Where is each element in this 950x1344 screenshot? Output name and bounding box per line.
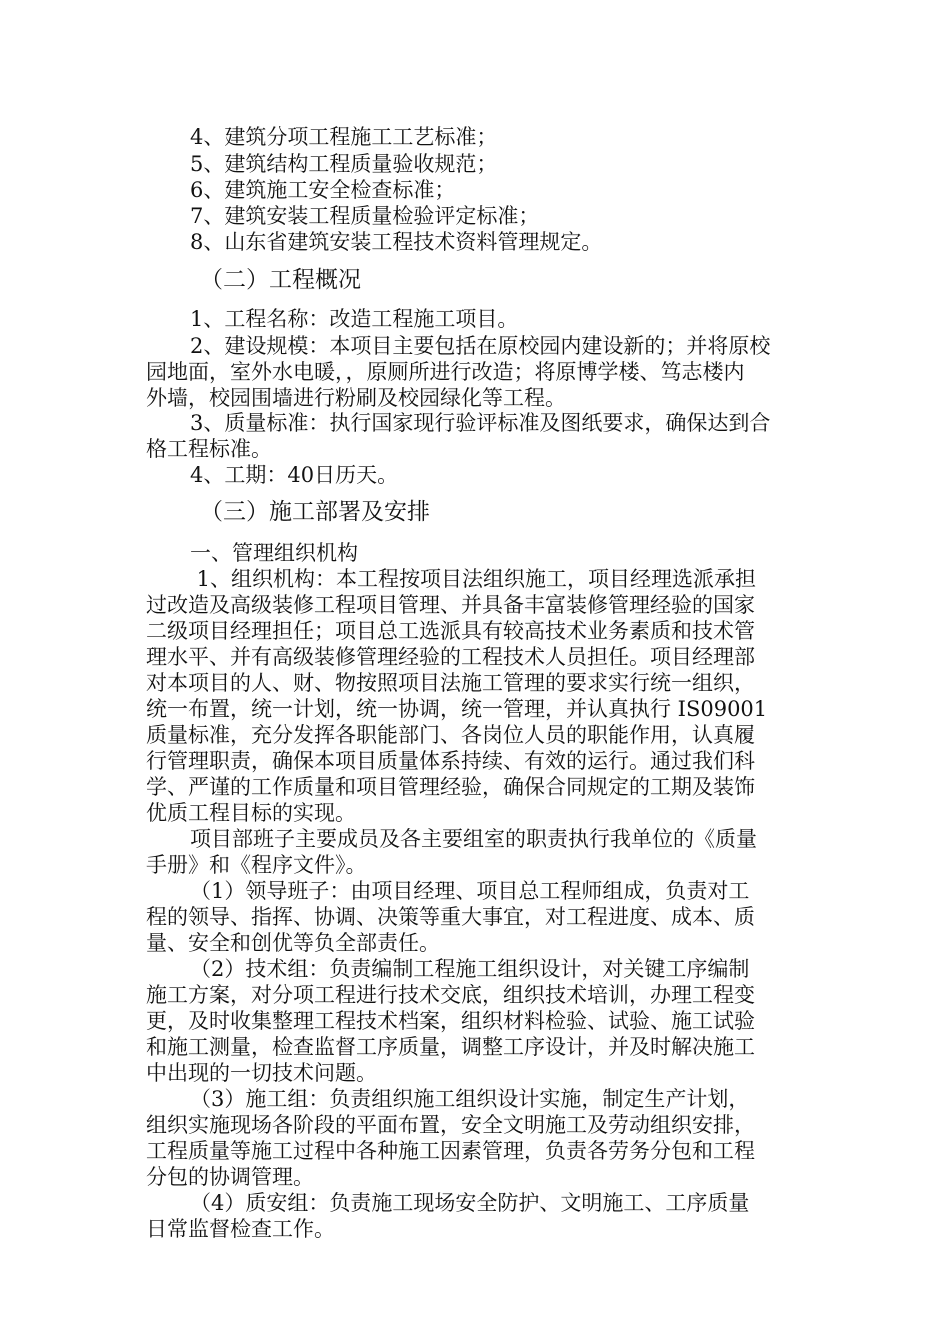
paragraph-line: 4、工期：40日历天。 xyxy=(190,463,399,487)
paragraph-line: 项目部班子主要成员及各主要组室的职责执行我单位的《质量 xyxy=(190,827,757,851)
list-item: 8、山东省建筑安装工程技术资料管理规定。 xyxy=(190,230,603,254)
paragraph-line: 量、安全和创优等负全部责任。 xyxy=(146,931,440,955)
paragraph-line: 中出现的一切技术问题。 xyxy=(146,1061,377,1085)
paragraph-line: 行管理职责，确保本项目质量体系持续、有效的运行。通过我们科 xyxy=(146,749,755,773)
paragraph-line: 手册》和《程序文件》。 xyxy=(146,853,367,877)
paragraph-line: 3、质量标准：执行国家现行验评标准及图纸要求，确保达到合 xyxy=(190,411,771,435)
paragraph-line: （1）领导班子：由项目经理、项目总工程师组成，负责对工 xyxy=(190,879,750,903)
paragraph-line: 统一布置，统一计划，统一协调，统一管理，并认真执行 IS09001 xyxy=(146,697,768,721)
paragraph-line: （3）施工组：负责组织施工组织设计实施，制定生产计划， xyxy=(190,1087,750,1111)
paragraph-line: 施工方案，对分项工程进行技术交底，组织技术培训，办理工程变 xyxy=(146,983,755,1007)
paragraph-line: 园地面，室外水电暖，，原厕所进行改造；将原博学楼、笃志楼内 xyxy=(146,360,745,384)
paragraph-line: 程的领导、指挥、协调、决策等重大事宜，对工程进度、成本、质 xyxy=(146,905,755,929)
paragraph-line: 外墙，校园围墙进行粉刷及校园绿化等工程。 xyxy=(146,386,566,410)
paragraph-line: 和施工测量，检查监督工序质量，调整工序设计，并及时解决施工 xyxy=(146,1035,755,1059)
paragraph-line: 2、建设规模：本项目主要包括在原校园内建设新的；并将原校 xyxy=(190,334,771,358)
paragraph-line: 更，及时收集整理工程技术档案，组织材料检验、试验、施工试验 xyxy=(146,1009,755,1033)
paragraph-line: 工程质量等施工过程中各种施工因素管理，负责各劳务分包和工程 xyxy=(146,1139,755,1163)
paragraph-line: 组织实施现场各阶段的平面布置，安全文明施工及劳动组织安排， xyxy=(146,1113,755,1137)
list-item: 5、建筑结构工程质量验收规范； xyxy=(190,152,498,176)
paragraph-line: 格工程标准。 xyxy=(146,437,272,461)
paragraph-line: 质量标准，充分发挥各职能部门、各岗位人员的职能作用，认真履 xyxy=(146,723,755,747)
list-item: 6、建筑施工安全检查标准； xyxy=(190,178,456,202)
list-item: 7、建筑安装工程质量检验评定标准； xyxy=(190,204,540,228)
paragraph-line: 过改造及高级装修工程项目管理、并具备丰富装修管理经验的国家 xyxy=(146,593,755,617)
section-heading: （二）工程概况 xyxy=(200,267,361,293)
paragraph-line: 学、严谨的工作质量和项目管理经验，确保合同规定的工期及装饰 xyxy=(146,775,755,799)
paragraph-line: 二级项目经理担任；项目总工选派具有较高技术业务素质和技术管 xyxy=(146,619,755,643)
list-item: 4、建筑分项工程施工工艺标准； xyxy=(190,125,498,149)
paragraph-line: 分包的协调管理。 xyxy=(146,1165,314,1189)
paragraph-line: 1、工程名称：改造工程施工项目。 xyxy=(190,307,519,331)
paragraph-line: 理水平、并有高级装修管理经验的工程技术人员担任。项目经理部 xyxy=(146,645,755,669)
paragraph-line: 对本项目的人、财、物按照项目法施工管理的要求实行统一组织， xyxy=(146,671,755,695)
paragraph-line: 日常监督检查工作。 xyxy=(146,1217,335,1241)
paragraph-line: 1、组织机构：本工程按项目法组织施工，项目经理选派承担 xyxy=(190,567,757,591)
paragraph-line: （2）技术组：负责编制工程施工组织设计，对关键工序编制 xyxy=(190,957,750,981)
paragraph-line: 优质工程目标的实现。 xyxy=(146,801,356,825)
paragraph-line: （4）质安组：负责施工现场安全防护、文明施工、工序质量 xyxy=(190,1191,750,1215)
section-heading: （三）施工部署及安排 xyxy=(200,499,430,525)
paragraph-line: 一、管理组织机构 xyxy=(190,541,358,565)
